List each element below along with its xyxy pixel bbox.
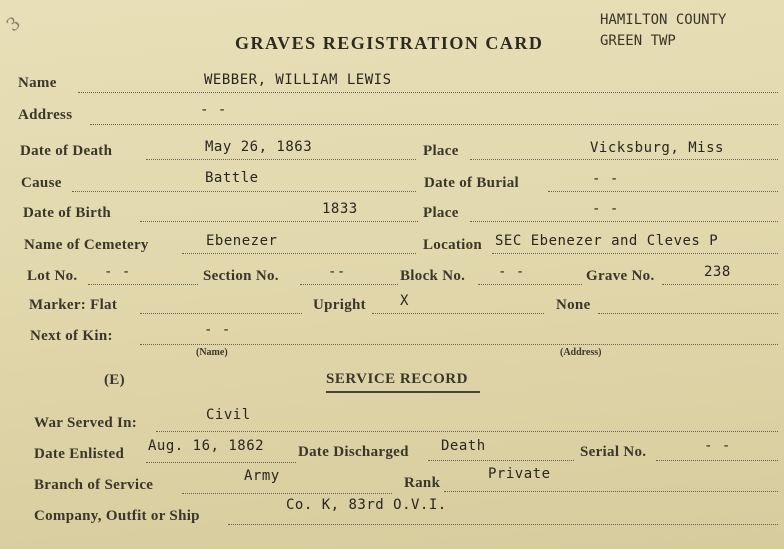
serial-label: Serial No. [580, 444, 647, 460]
county-stamp [600, 10, 726, 52]
next-of-kin-value: - - [204, 322, 231, 338]
date-of-burial-value: - - [592, 171, 619, 187]
upright-line [372, 313, 544, 314]
rank-value: Private [488, 466, 551, 482]
section-line [300, 284, 398, 285]
cemetery-value: Ebenezer [206, 233, 278, 249]
none-label: None [556, 297, 591, 313]
place-of-death-value: Vicksburg, Miss [590, 140, 724, 156]
company-label: Company, Outfit or Ship [34, 508, 200, 524]
block-line [478, 284, 582, 285]
branch-line [182, 493, 392, 494]
address-value: - - [200, 102, 227, 118]
marker-flat-line [140, 313, 302, 314]
block-value: - - [498, 264, 525, 280]
address-label: Address [18, 107, 73, 123]
date-of-burial-label: Date of Burial [424, 175, 520, 191]
service-record-heading: SERVICE RECORD [326, 371, 468, 387]
discharged-line [428, 460, 574, 461]
name-line [78, 92, 778, 93]
place-of-birth-line [470, 221, 778, 222]
name-value: WEBBER, WILLIAM LEWIS [204, 72, 392, 88]
date-of-birth-value: 1833 [322, 201, 358, 217]
address-line [90, 124, 778, 125]
none-line [598, 313, 778, 314]
place-of-death-line [470, 159, 778, 160]
grave-value: 238 [704, 264, 731, 280]
serial-value: - - [704, 438, 731, 454]
serial-line [656, 460, 778, 461]
upright-value: X [400, 293, 409, 309]
location-value: SEC Ebenezer and Cleves P [495, 233, 719, 249]
lot-value: - - [104, 264, 131, 280]
grave-line [662, 284, 778, 285]
marker-flat-label: Marker: Flat [29, 297, 118, 313]
date-of-burial-line [548, 191, 778, 192]
corner-mark: 3 [2, 12, 25, 37]
place-of-birth-label: Place [423, 205, 459, 221]
location-label: Location [423, 237, 483, 253]
war-value: Civil [206, 407, 251, 423]
branch-value: Army [244, 468, 280, 484]
block-label: Block No. [400, 268, 466, 284]
place-of-birth-value: - - [592, 201, 619, 217]
next-of-kin-label: Next of Kin: [30, 328, 113, 344]
location-line [492, 253, 778, 254]
cemetery-line [182, 253, 416, 254]
cemetery-label: Name of Cemetery [24, 237, 149, 253]
date-of-death-line [146, 159, 416, 160]
place-of-death-label: Place [423, 143, 459, 159]
war-label: War Served In: [34, 415, 138, 431]
discharged-label: Date Discharged [298, 444, 409, 460]
rank-line [444, 491, 778, 492]
date-of-birth-label: Date of Birth [23, 205, 112, 221]
upright-label: Upright [313, 297, 366, 313]
section-label: Section No. [203, 268, 279, 284]
discharged-value: Death [441, 438, 486, 454]
date-of-death-value: May 26, 1863 [205, 139, 313, 155]
company-line [228, 524, 778, 525]
enlisted-value: Aug. 16, 1862 [148, 438, 265, 454]
next-of-kin-line [140, 344, 778, 345]
cause-value: Battle [205, 170, 259, 186]
rank-label: Rank [404, 475, 441, 491]
county-line-2: GREEN TWP [600, 33, 676, 49]
service-record-underline [326, 391, 480, 393]
date-of-birth-line [140, 221, 418, 222]
enlisted-line [146, 462, 296, 463]
war-line [156, 431, 778, 432]
card-title: GRAVES REGISTRATION CARD [235, 33, 544, 53]
section-value: -- [328, 264, 346, 280]
company-value: Co. K, 83rd O.V.I. [286, 497, 447, 513]
lot-line [88, 284, 198, 285]
date-of-death-label: Date of Death [20, 143, 113, 159]
grave-label: Grave No. [586, 268, 655, 284]
cause-line [72, 191, 416, 192]
name-caption: (Name) [196, 347, 228, 358]
name-label: Name [18, 75, 57, 91]
branch-label: Branch of Service [34, 477, 154, 493]
address-caption: (Address) [560, 347, 602, 358]
cause-label: Cause [21, 175, 62, 191]
county-line-1: HAMILTON COUNTY [600, 12, 727, 28]
e-mark: (E) [104, 372, 125, 388]
enlisted-label: Date Enlisted [34, 446, 125, 462]
lot-label: Lot No. [27, 268, 78, 284]
